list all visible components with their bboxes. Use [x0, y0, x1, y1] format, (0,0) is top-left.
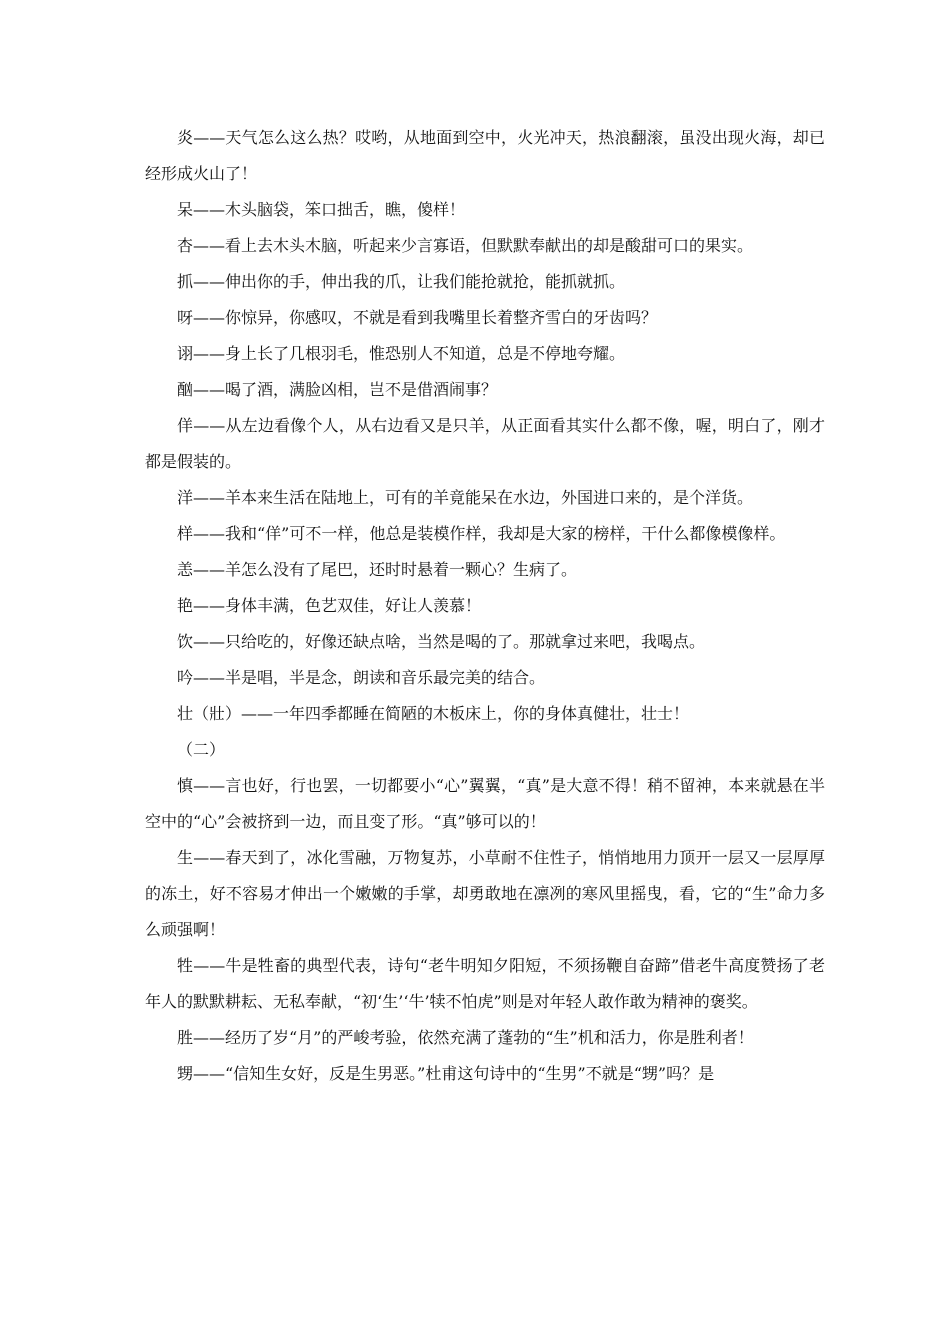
- paragraph-sheng-nephew: 甥——“信知生女好，反是生男恶。”杜甫这句诗中的“生男”不就是“甥”吗？是: [177, 1064, 715, 1083]
- paragraph-xing: 杏——看上去木头木脑，听起来少言寡语，但默默奉献出的却是酸甜可口的果实。: [177, 236, 754, 255]
- paragraph-yang-ocean: 洋——羊本来生活在陆地上，可有的羊竟能呆在水边，外国进口来的，是个洋货。: [177, 488, 754, 507]
- paragraph-zhua: 抓——伸出你的手，伸出我的爪，让我们能抢就抢，能抓就抓。: [177, 272, 626, 291]
- paragraph-yang-model: 样——我和“佯”可不一样，他总是装模作样，我却是大家的榜样，干什么都像模像样。: [177, 524, 786, 543]
- paragraph-xu-boast: 诩——身上长了几根羽毛，惟恐别人不知道，总是不停地夸耀。: [177, 344, 626, 363]
- paragraph-zhuang: 壮（壯）——一年四季都睡在简陋的木板床上，你的身体真健壮，壮士！: [177, 704, 690, 723]
- paragraph-yin-drink: 饮——只给吃的，好像还缺点啥，当然是喝的了。那就拿过来吧，我喝点。: [177, 632, 706, 651]
- paragraph-shen: 慎——言也好，行也罢，一切都要小“心”翼翼，“真”是大意不得！稍不留神，本来就悬在半空中的“心”会被挤到一边，而且变了形。“真”够可以的！: [145, 776, 825, 831]
- paragraph-sheng-livestock: 牲——牛是牲畜的典型代表，诗句“老牛明知夕阳短，不须扬鞭自奋蹄”借老牛高度赞扬了老年人的默默耕耘、无私奉献，“初‘生’‘牛’犊不怕虎”则是对年轻人敢作敢为精神的褒奖。: [145, 956, 825, 1011]
- paragraph-yin-chant: 吟——半是唱，半是念，朗读和音乐最完美的结合。: [177, 668, 546, 687]
- section-heading-two: （二）: [177, 740, 226, 759]
- paragraph-ya: 呀——你惊异，你感叹，不就是看到我嘴里长着整齐雪白的牙齿吗？: [177, 308, 658, 327]
- document-page: [145, 120, 825, 1092]
- paragraph-yan-beauty: 艳——身体丰满，色艺双佳，好让人羡慕！: [177, 596, 482, 615]
- paragraph-xu-drunk: 酗——喝了酒，满脸凶相，岂不是借酒闹事？: [177, 380, 498, 399]
- paragraph-yang-pretend: 佯——从左边看像个人，从右边看又是只羊，从正面看其实什么都不像，喔，明白了，刚才都是假装的。: [145, 416, 825, 471]
- paragraph-sheng-victory: 胜——经历了岁“月”的严峻考验，依然充满了蓬勃的“生”机和活力，你是胜利者！: [177, 1028, 754, 1047]
- paragraph-dai: 呆——木头脑袋，笨口拙舌，瞧，傻样！: [177, 200, 466, 219]
- paragraph-yan: 炎——天气怎么这么热？哎哟，从地面到空中，火光冲天，热浪翻滚，虽没出现火海，却已经形成火山了！: [145, 128, 825, 183]
- paragraph-sheng-life: 生——春天到了，冰化雪融，万物复苏，小草耐不住性子，悄悄地用力顶开一层又一层厚厚的冻土，好不容易才伸出一个嫩嫩的手掌，却勇敢地在凛冽的寒风里摇曳，看，它的“生”命力多么顽强啊！: [145, 848, 825, 939]
- paragraph-yang-ill: 恙——羊怎么没有了尾巴，还时时悬着一颗心？生病了。: [177, 560, 578, 579]
